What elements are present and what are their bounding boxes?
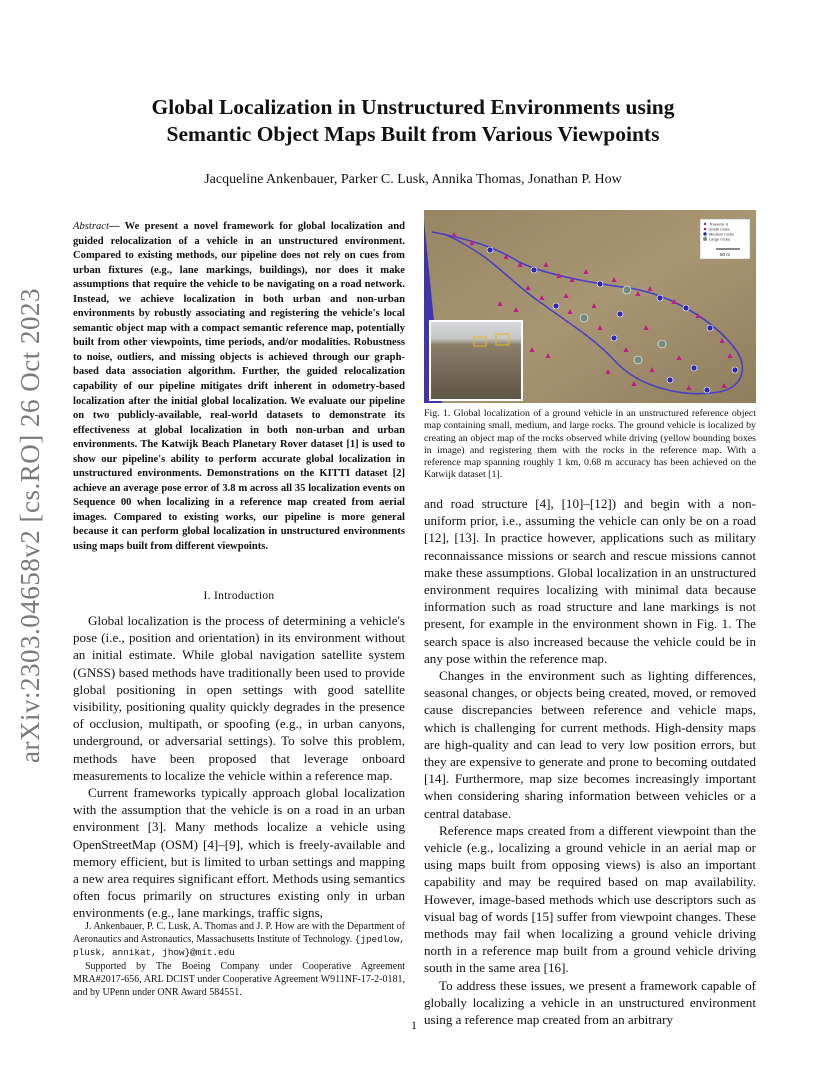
abstract — [73, 220, 405, 555]
paragraph: Reference maps created from a different viewpoint than the vehicle (e.g., localizing a ground vehicle in an aerial map or using maps built from opposing views) is also an important capability and may be required based on map availability. However, image-based methods which use descriptors such as visual bag of words [15] suffer from viewpoint changes. These methods may fail when localizing a ground vehicle driving north in a reference map built from a ground vehicle driving south in the same area [16]. — [424, 822, 756, 976]
paragraph: and road structure [4], [10]–[12]) and begin with a non-uniform prior, i.e., assuming the vehicle can only be on a road [12], [13]. In practice however, applications such as military reconnaissance missions or search and rescue missions cannot make these assumptions. Global localization in an unstructured environment requires localizing with minimal data because information such as road structure and lane markings is not present, for example in the environment shown in Fig. 1. The search space is also increased because the vehicle could be in any pose within the reference map. — [424, 496, 756, 666]
footnote-affiliation-text: J. Ankenbauer, P. C. Lusk, A. Thomas and J. P. How are with the Department of Aeronautics and Astronautics, Massachusetts Institute of Technology. — [73, 921, 405, 946]
reference-map-image — [424, 210, 756, 403]
large-rock-marker — [658, 340, 666, 348]
large-rock-marker — [634, 356, 642, 364]
legend-marker-traverse — [704, 223, 706, 225]
paragraph: To address these issues, we present a framework capable of globally localizing a vehicle in an unstructured environment using a reference map created from an arbitrary — [424, 977, 756, 1028]
legend-label-large: Large rocks — [709, 236, 730, 242]
medium-rock-marker — [611, 335, 617, 341]
title-line-2: Semantic Object Maps Built from Various Viewpoints — [166, 122, 660, 146]
page-number: 1 — [411, 1018, 417, 1032]
footnote — [73, 920, 405, 999]
title-line-1: Global Localization in Unstructured Environments using — [151, 95, 675, 119]
left-column-body — [73, 612, 405, 922]
legend-marker-medium — [703, 232, 706, 235]
legend-label-medium: Medium rocks — [709, 231, 734, 237]
footnote-affiliation — [73, 920, 405, 960]
medium-rock-marker — [707, 325, 713, 331]
medium-rock-marker — [691, 365, 697, 371]
paper-title — [72, 94, 754, 148]
medium-rock-marker — [732, 367, 738, 373]
inset-photo — [430, 321, 522, 400]
medium-rock-marker — [683, 305, 689, 311]
author-list: Jacqueline Ankenbauer, Parker C. Lusk, Annika Thomas, Jonathan P. How — [204, 172, 622, 187]
section-heading: I. Introduction — [203, 590, 275, 602]
legend-marker-large — [703, 237, 707, 241]
large-rock-marker — [623, 286, 631, 294]
paragraph: Changes in the environment such as lighting differences, seasonal changes, or objects being created, moved, or removed cause discrepancies between reference and vehicle maps, which is challenging for current methods. High-density maps are high-quality and can lead to very low position errors, but they are expensive to generate and prone to becoming outdated [14]. Furthermore, map size becomes increasingly important when considering sharing information between vehicles or a central database. — [424, 668, 756, 821]
paragraph: Current frameworks typically approach global localization with the assumption that the vehicle is on a road in an urban environment [3]. Many methods localize a vehicle using OpenStreetMap (OSM) [4]–[9], which is freely-available and memory efficient, but is limited to urban settings and mapping a new area requires significant effort. Methods using semantics often focus primarily on structures existing only in urban environments (e.g., lane markings, traffic signs, — [73, 785, 405, 921]
medium-rock-marker — [617, 311, 623, 317]
legend-label-small: Small rocks — [709, 226, 730, 232]
large-rock-marker — [580, 314, 588, 322]
paragraph: Global localization is the process of determining a vehicle's pose (i.e., position and orientation) in its environment without an initial estimate. While global navigation satellite system (GNSS) based methods have traditionally been used to provide global positioning in open settings with good satellite visibility, positioning quality quickly degrades in the presence of occlusion, multipath, or spoofing (e.g., in urban canyons, underground, or adversarial settings). To solve this problem, methods have been proposed that leverage onboard measurements to localize the vehicle within a reference map. — [73, 613, 405, 783]
medium-rock-marker — [531, 267, 537, 273]
medium-rock-marker — [597, 281, 603, 287]
right-column-body — [424, 495, 756, 1028]
medium-rock-marker — [667, 377, 673, 383]
medium-rock-marker — [657, 295, 663, 301]
footnote-funding: Supported by The Boeing Company under Cooperative Agreement MRA#2017-656, ARL DCIST under Cooperative Agreement W911NF-17-2-0181, and by UPenn under ONR Award 584551. — [73, 960, 405, 999]
legend-marker-small — [704, 228, 707, 231]
figure-caption: Fig. 1. Global localization of a ground vehicle in an unstructured reference object map containing small, medium, and large rocks. The ground vehicle is localized by creating an object map of the rocks observed while driving (yellow bounding boxes in image) and registering them with the rocks in the reference map. With a reference map spanning roughly 1 km, 0.68 m accuracy has been achieved on the Katwijk dataset [1]. — [424, 408, 756, 481]
figure-1 — [424, 210, 756, 403]
medium-rock-marker — [704, 387, 710, 393]
arxiv-identifier — [10, 285, 50, 765]
medium-rock-marker — [553, 303, 559, 309]
footnote-email: {jpedlow, plusk, annikat, jhow}@mit.edu — [73, 934, 405, 959]
abstract-label: Abstract — [73, 221, 109, 232]
scale-bar-label: 50 m — [720, 252, 731, 257]
arxiv-id-text: arXiv:2303.04658v2 [cs.RO] 26 Oct 2023 — [14, 287, 45, 763]
legend-label-traverse: Traverse 9 — [709, 221, 728, 227]
abstract-body: — We present a novel framework for global localization and guided relocalization of a vehicle in an unstructured environment. Compared to existing methods, our pipeline does not rely on cues from urban fixtures (e.g., lane markings, buildings), nor does it make assumptions that require the vehicle to be navigating on a road network. Instead, we achieve localization in both urban and non-urban environments by robustly associating and registering the vehicle's local semantic object map with a compact semantic reference map, potentially built from other viewpoints, time periods, and/or modalities. Robustness to noise, outliers, and missing objects is achieved through our graph-based data association algorithm. Further, the guided relocalization capability of our pipeline mitigates drift inherent in odometry-based localization after the initial global localization. We evaluate our pipeline on two publicly-available, real-world datasets to demonstrate its effectiveness at global localization in both non-urban and urban environments. The Katwijk Beach Planetary Rover dataset [1] is used to show our pipeline's ability to perform accurate global localization in unstructured environments. Demonstrations on the KITTI dataset [2] achieve an average pose error of 3.8 m across all 35 localization events on Sequence 00 when localizing in a reference map created from aerial images. Compared to existing works, our pipeline is more general because it can perform global localization in unstructured environments using maps built from different viewpoints. — [73, 221, 405, 553]
medium-rock-marker — [487, 247, 493, 253]
